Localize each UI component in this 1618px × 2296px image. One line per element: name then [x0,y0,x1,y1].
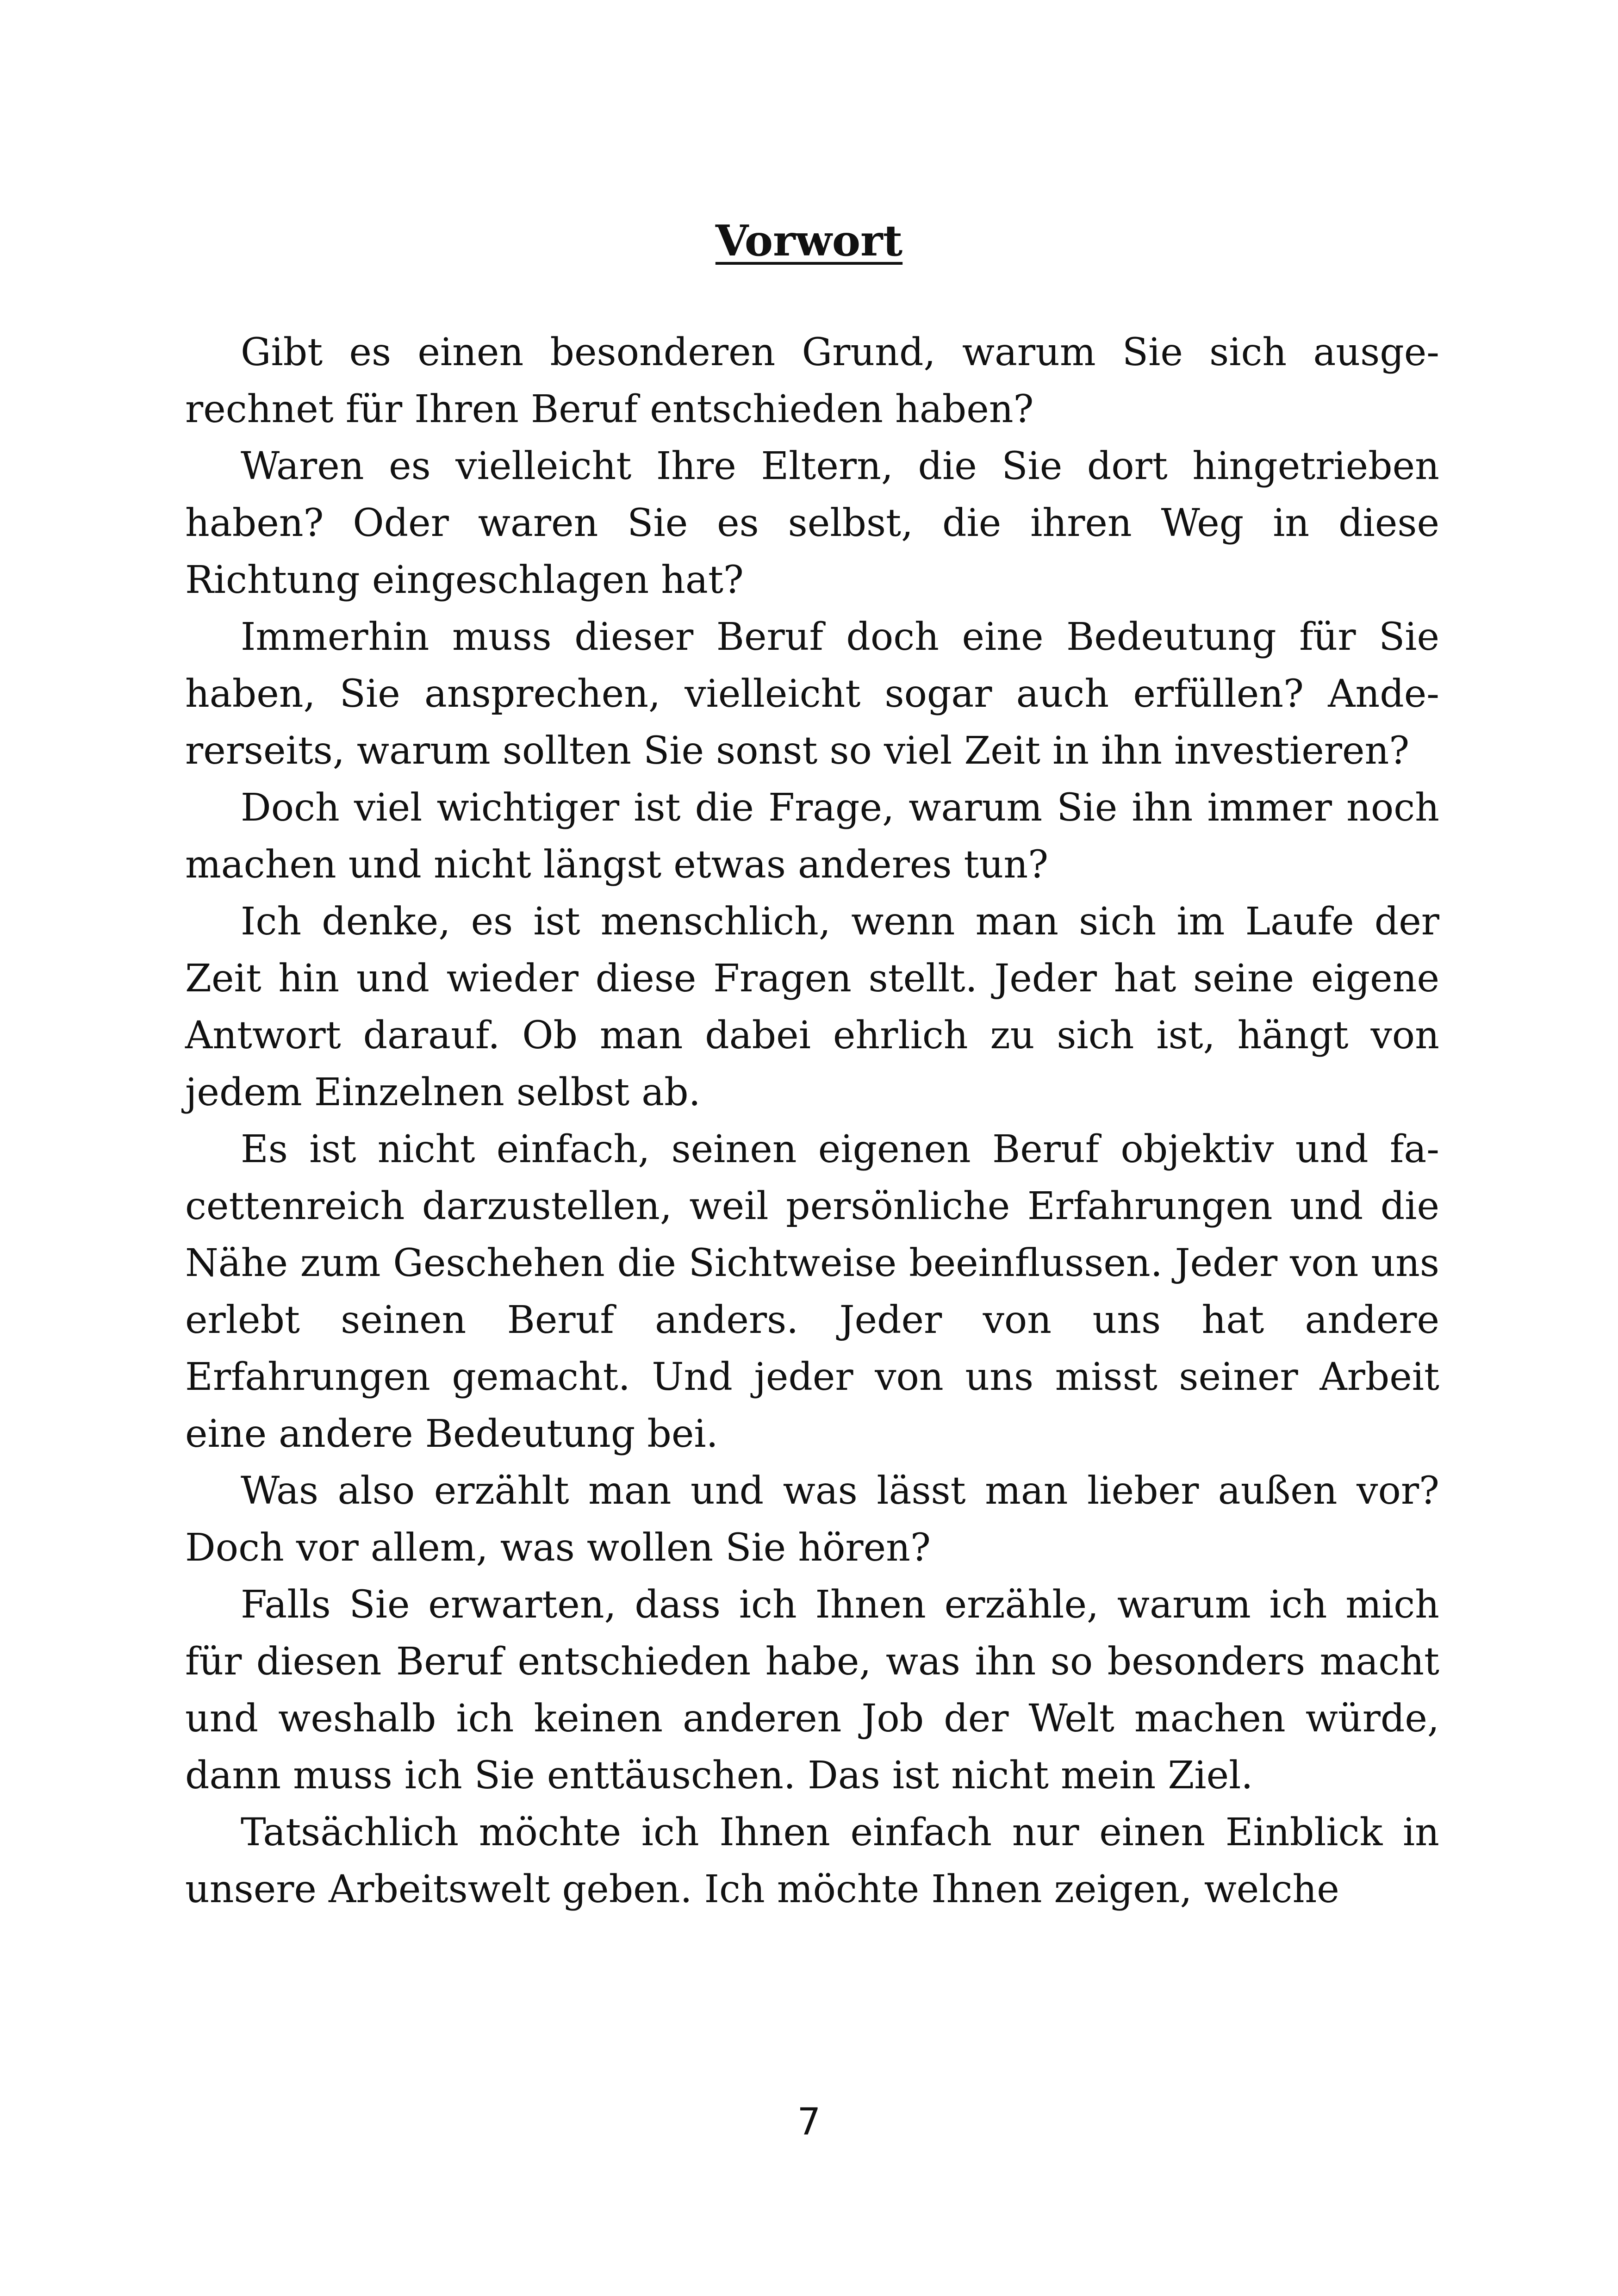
paragraph: Tatsächlich möchte ich Ihnen einfach nur einen Einblick in unsere Arbeitswelt geben. Ich möchte Ihnen zeigen, welche [185,1811,1439,1911]
paragraph: Falls Sie erwarten, dass ich Ihnen erzähle, warum ich mich für diesen Beruf entschieden habe, was ihn so besonders macht und weshalb ich keinen anderen Job der Welt machen würde, dann muss ich Sie enttäuschen. Das ist nicht mein Ziel. [185,1583,1439,1798]
paragraph: Waren es vielleicht Ihre Eltern, die Sie dort hingetrieben haben? Oder waren Sie es selbst, die ihren Weg in diese Richtung eingeschlagen hat? [185,444,1439,602]
page-title: Vorwort [715,216,903,266]
paragraph: Was also erzählt man und was lässt man lieber außen vor? Doch vor allem, was wollen Sie hören? [185,1469,1439,1570]
page-number: 7 [797,2100,821,2143]
paragraph: Doch viel wichtiger ist die Frage, warum Sie ihn immer noch machen und nicht längst etwas anderes tun? [185,786,1439,887]
paragraph: Immerhin muss dieser Beruf doch eine Bedeutung für Sie haben, Sie ansprechen, vielleicht sogar auch erfüllen? Andererseits, warum sollten Sie sonst so viel Zeit in ihn investieren? [185,615,1439,773]
paragraph: Gibt es einen besonderen Grund, warum Sie sich ausgerechnet für Ihren Beruf entschieden haben? [185,330,1439,431]
paragraph: Es ist nicht einfach, seinen eigenen Beruf objektiv und facettenreich darzustellen, weil persönliche Erfahrungen und die Nähe zum Geschehen die Sichtweise beeinflussen. Jeder von uns erlebt seinen Beruf anders. Jeder von uns hat andere Erfahrungen gemacht. Und jeder von uns misst seiner Arbeit eine andere Bedeutung bei. [185,1127,1439,1456]
body-text [185,324,1439,1918]
paragraph: Ich denke, es ist menschlich, wenn man sich im Laufe der Zeit hin und wieder diese Fragen stellt. Jeder hat seine eigene Antwort darauf. Ob man dabei ehrlich zu sich ist, hängt von jedem Einzelnen selbst ab. [185,900,1439,1114]
